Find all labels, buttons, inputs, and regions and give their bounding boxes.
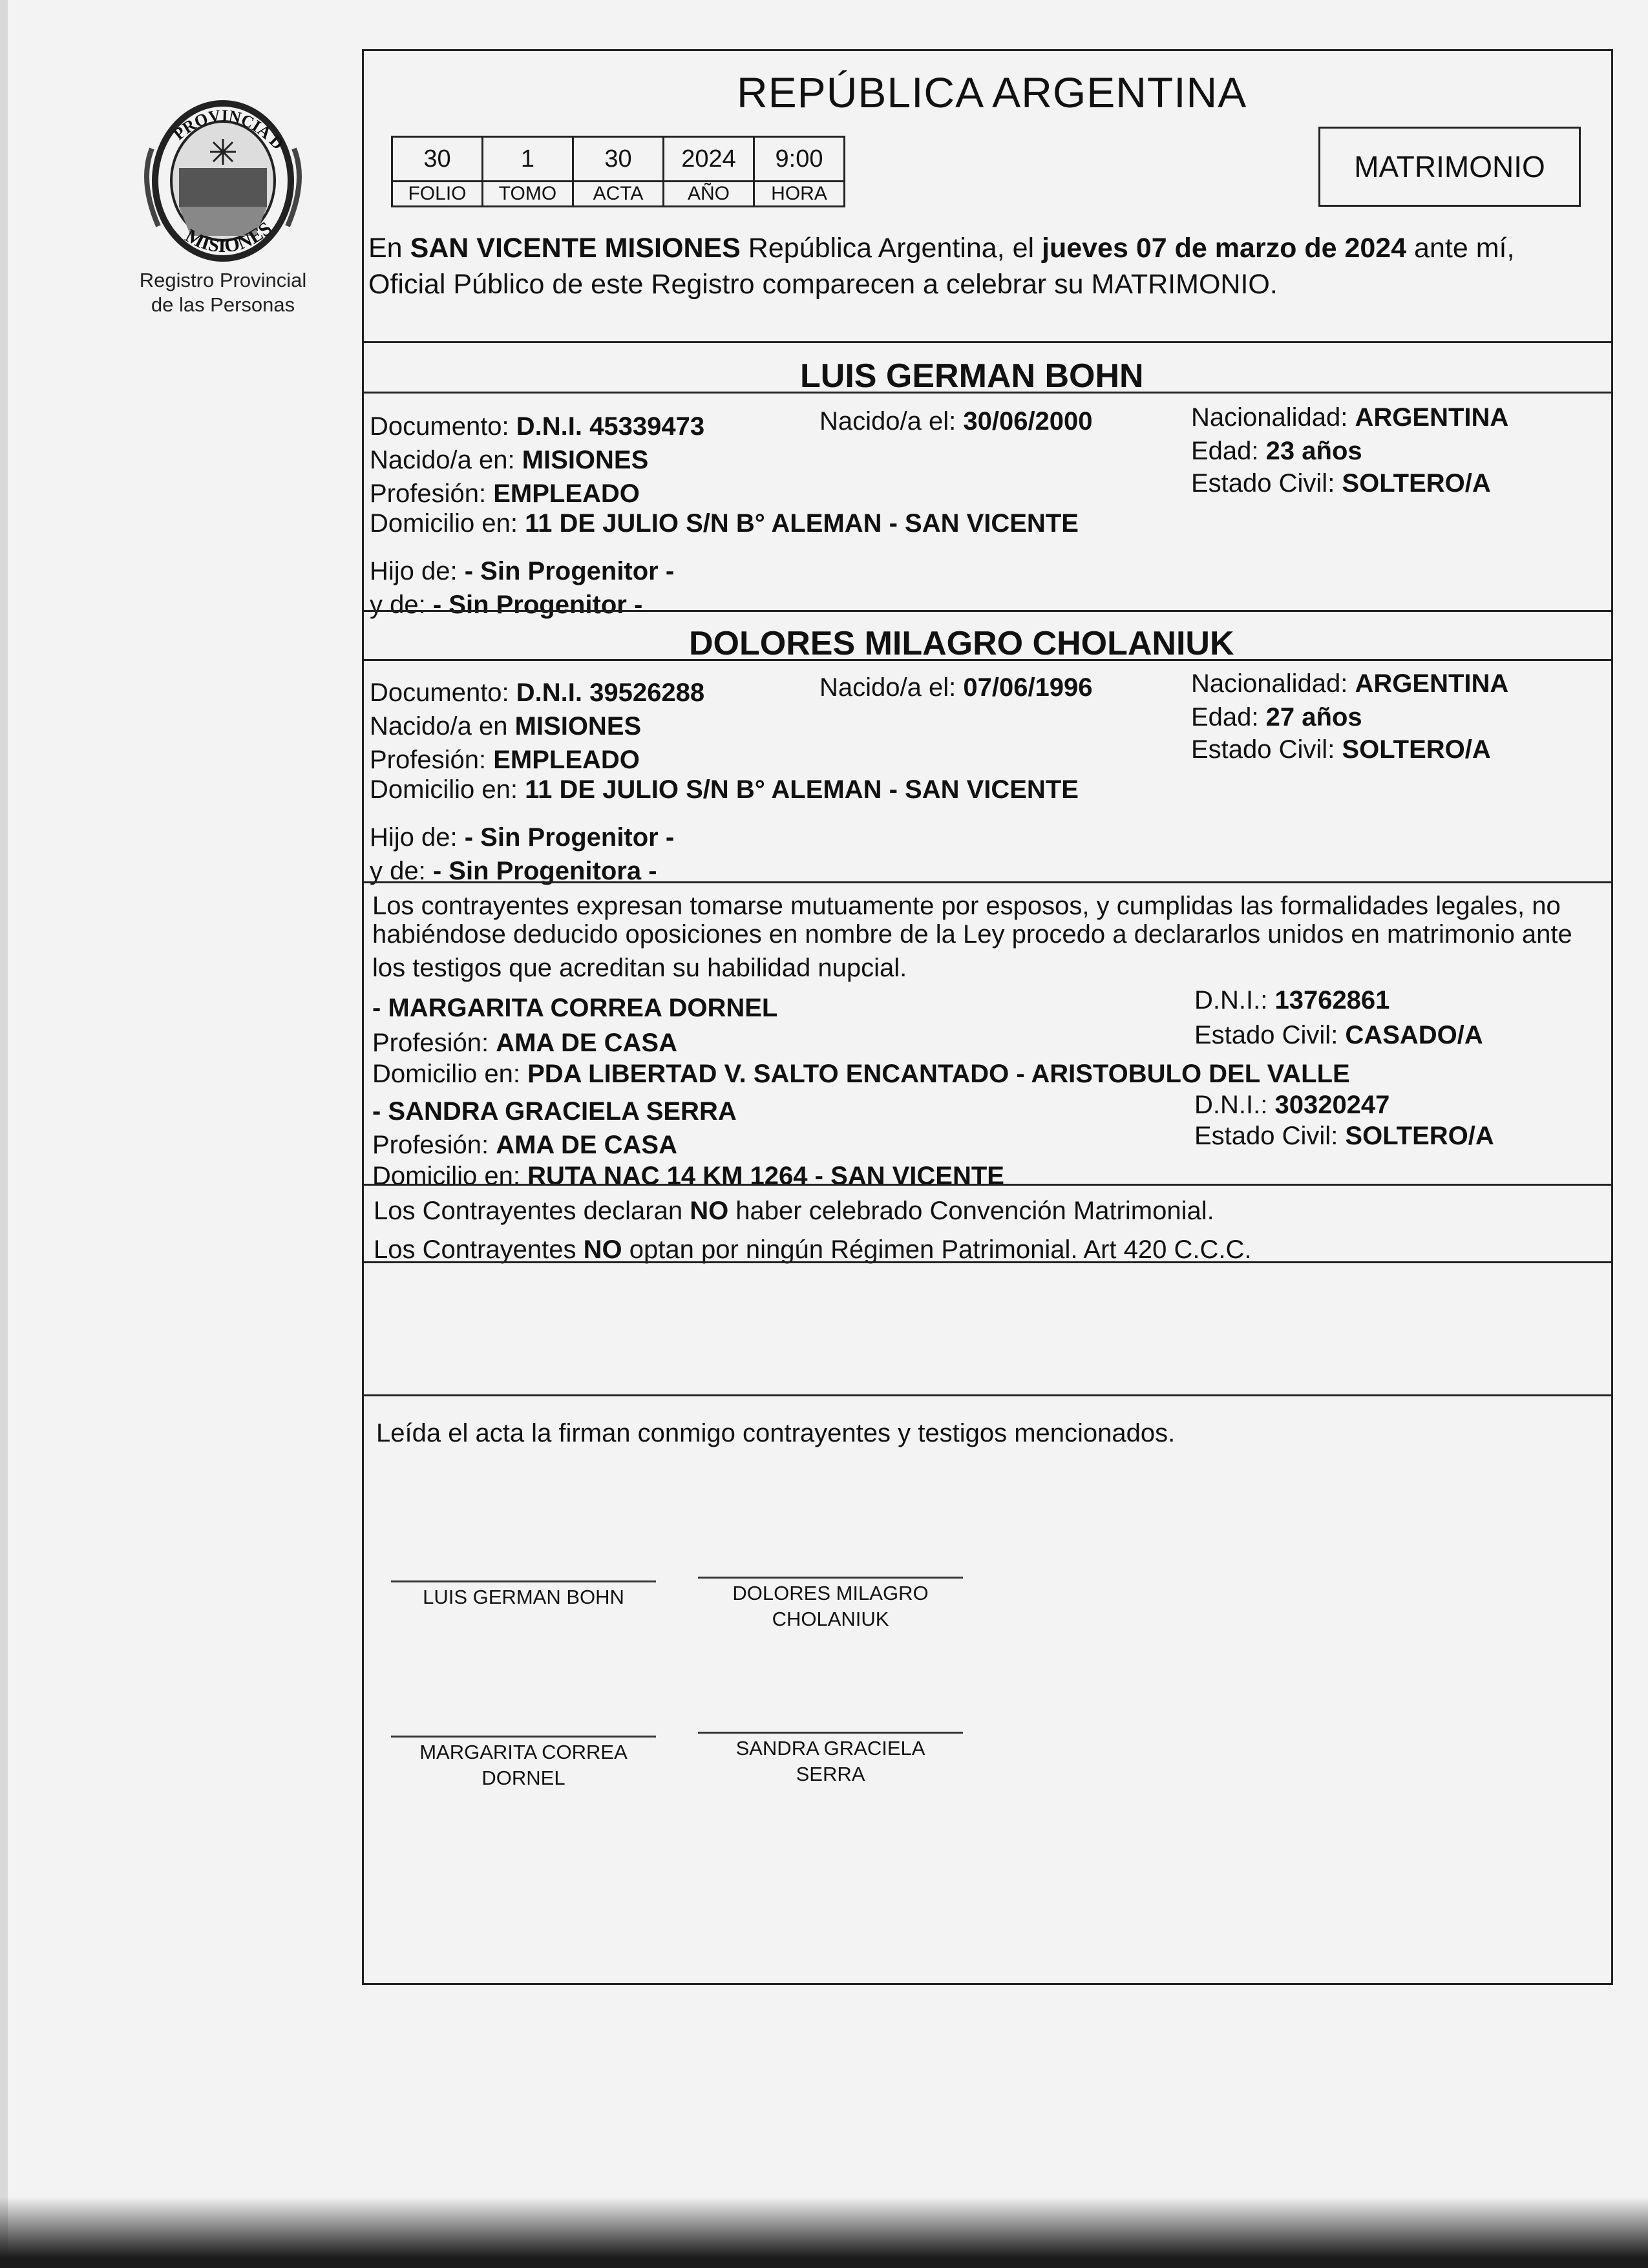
- signature-name-4: [698, 1736, 963, 1787]
- label: Edad:: [1191, 703, 1266, 731]
- label: Nacido/a el:: [819, 407, 964, 436]
- provincial-seal: [139, 90, 307, 271]
- divider: [362, 341, 1613, 343]
- text: haber celebrado Convención Matrimonial.: [728, 1197, 1214, 1225]
- witness1-dni: [1194, 982, 1389, 1018]
- intro-end: ante mí,: [1406, 233, 1515, 264]
- signature-line-3: [391, 1736, 656, 1738]
- party1-name: LUIS GERMAN BOHN: [800, 357, 1144, 395]
- value: 11 DE JULIO S/N B° ALEMAN - SAN VICENTE: [525, 775, 1079, 804]
- label: Domicilio en:: [372, 1162, 528, 1190]
- folio-value: 30: [392, 137, 483, 182]
- label: Domicilio en:: [370, 775, 525, 804]
- scan-shadow-bottom: [0, 2197, 1648, 2268]
- value: 13762861: [1274, 986, 1390, 1014]
- divider: [362, 659, 1613, 661]
- text: Los Contrayentes: [374, 1235, 584, 1264]
- signature-label: CHOLANIUK: [772, 1608, 889, 1630]
- tomo-label: TOMO: [483, 182, 573, 207]
- intro-place: SAN VICENTE MISIONES: [410, 233, 741, 264]
- intro-middle: República Argentina, el: [740, 233, 1042, 264]
- value: EMPLEADO: [493, 479, 640, 508]
- value: CASADO/A: [1345, 1021, 1483, 1049]
- party1-born-in: [370, 442, 648, 478]
- signature-label: LUIS GERMAN BOHN: [423, 1586, 624, 1608]
- value: ARGENTINA: [1355, 669, 1509, 698]
- party1-address: [370, 505, 1079, 541]
- label: Hijo de:: [370, 557, 465, 585]
- party2-address: [370, 772, 1079, 808]
- signature-line-4: [698, 1732, 963, 1734]
- ano-value: 2024: [664, 137, 754, 182]
- divider: [362, 1184, 1613, 1186]
- value: - Sin Progenitora -: [432, 857, 657, 885]
- value: - Sin Progenitor -: [432, 591, 643, 619]
- record-number-table: [391, 136, 845, 207]
- label: D.N.I.:: [1194, 986, 1275, 1014]
- witness2-civil-status: [1194, 1118, 1494, 1154]
- label: Hijo de:: [370, 823, 465, 852]
- value: 27 años: [1265, 703, 1362, 731]
- signature-name-2: [698, 1580, 963, 1632]
- signature-name-3: [391, 1739, 656, 1791]
- label: Estado Civil:: [1194, 1021, 1346, 1049]
- seal-caption-line1: Registro Provincial: [139, 269, 307, 291]
- witness1-name: - MARGARITA CORREA DORNEL: [372, 994, 778, 1022]
- party2-born-on: [819, 669, 1093, 706]
- value: ARGENTINA: [1355, 403, 1509, 432]
- party1-and-of: [370, 587, 642, 623]
- witness1-civil-status: [1194, 1017, 1483, 1053]
- party1-child-of: [370, 553, 674, 589]
- signature-label: SERRA: [796, 1763, 865, 1785]
- emphasis: NO: [690, 1197, 729, 1225]
- divider: [362, 1261, 1613, 1263]
- party1-age: [1191, 433, 1362, 469]
- party2-age: [1191, 699, 1362, 735]
- hora-value: 9:00: [754, 137, 845, 182]
- signature-line-2: [698, 1577, 963, 1579]
- signature-label: MARGARITA CORREA: [419, 1741, 628, 1763]
- divider: [362, 392, 1613, 394]
- party2-born-in: [370, 708, 641, 744]
- label: Documento:: [370, 412, 516, 441]
- acta-value: 30: [573, 137, 664, 182]
- party2-nationality: [1191, 666, 1508, 702]
- value: D.N.I. 39526288: [516, 678, 705, 707]
- value: AMA DE CASA: [496, 1029, 677, 1057]
- acta-label: ACTA: [573, 182, 664, 207]
- signature-line-1: [391, 1580, 656, 1582]
- signature-label: DORNEL: [481, 1767, 565, 1789]
- intro-en: En: [368, 233, 403, 264]
- label: Nacido/a en:: [370, 446, 522, 474]
- party2-child-of: [370, 819, 674, 856]
- value: D.N.I. 45339473: [516, 412, 705, 441]
- folio-label: FOLIO: [392, 182, 483, 207]
- witness2-address: [372, 1158, 1004, 1194]
- scan-shadow-left: [0, 0, 8, 2268]
- record-kind-box: [1318, 127, 1581, 207]
- value: 30320247: [1274, 1091, 1390, 1119]
- value: 30/06/2000: [963, 407, 1093, 436]
- value: - Sin Progenitor -: [464, 823, 675, 852]
- value: 07/06/1996: [963, 673, 1093, 702]
- ano-label: AÑO: [664, 182, 754, 207]
- intro-line2: Oficial Público de este Registro comparecen a celebrar su MATRIMONIO.: [368, 269, 1278, 300]
- label: Documento:: [370, 678, 516, 707]
- text: optan por ningún Régimen Patrimonial. Art 420 C.C.C.: [622, 1235, 1252, 1264]
- label: Estado Civil:: [1194, 1122, 1346, 1150]
- value: EMPLEADO: [493, 746, 640, 774]
- value: MISIONES: [514, 712, 642, 740]
- party1-born-on: [819, 403, 1093, 439]
- hora-label: HORA: [754, 182, 845, 207]
- label: Nacionalidad:: [1191, 403, 1355, 432]
- value: RUTA NAC 14 KM 1264 - SAN VICENTE: [527, 1162, 1004, 1190]
- page-title: REPÚBLICA ARGENTINA: [737, 68, 1247, 116]
- seal-caption-line2: de las Personas: [151, 293, 295, 316]
- divider: [362, 1394, 1613, 1396]
- label: Nacido/a el:: [819, 673, 964, 702]
- declaration-line1: Los contrayentes expresan tomarse mutuamente por esposos, y cumplidas las formalidades legales, no: [372, 892, 1561, 920]
- regime-line1: [374, 1193, 1214, 1229]
- label: Estado Civil:: [1191, 735, 1342, 764]
- seal-caption: [103, 268, 343, 317]
- seal-top-text: PROVINCIA D: [169, 106, 288, 154]
- witness2-name: - SANDRA GRACIELA SERRA: [372, 1097, 737, 1126]
- party2-civil-status: [1191, 731, 1491, 768]
- value: 23 años: [1265, 437, 1362, 465]
- label: Profesión:: [370, 746, 494, 774]
- value: AMA DE CASA: [496, 1131, 677, 1159]
- label: Profesión:: [372, 1131, 496, 1159]
- label: D.N.I.:: [1194, 1091, 1275, 1119]
- value: SOLTERO/A: [1345, 1122, 1494, 1150]
- signature-label: SANDRA GRACIELA: [735, 1737, 925, 1759]
- party2-name: DOLORES MILAGRO CHOLANIUK: [689, 625, 1234, 662]
- label: Profesión:: [372, 1029, 496, 1057]
- label: y de:: [370, 591, 433, 619]
- intro-date: jueves 07 de marzo de 2024: [1042, 233, 1407, 264]
- label: Nacionalidad:: [1191, 669, 1355, 698]
- party2-document: [370, 675, 704, 711]
- party1-nationality: [1191, 399, 1508, 436]
- divider: [362, 610, 1613, 612]
- label: Nacido/a en: [370, 712, 515, 740]
- value: - Sin Progenitor -: [464, 557, 675, 585]
- intro-line1: [368, 230, 1514, 266]
- party1-civil-status: [1191, 465, 1491, 501]
- declaration-line3: los testigos que acreditan su habilidad nupcial.: [372, 954, 907, 982]
- tomo-value: 1: [483, 137, 573, 182]
- signature-name-1: [391, 1584, 656, 1610]
- misiones-seal-emblem: [139, 90, 307, 271]
- label: Profesión:: [370, 479, 494, 508]
- emphasis: NO: [583, 1235, 622, 1264]
- label: Edad:: [1191, 437, 1266, 465]
- text: Los Contrayentes declaran: [374, 1197, 690, 1225]
- party1-document: [370, 408, 704, 445]
- value: PDA LIBERTAD V. SALTO ENCANTADO - ARISTOBULO DEL VALLE: [527, 1060, 1350, 1088]
- value: 11 DE JULIO S/N B° ALEMAN - SAN VICENTE: [525, 509, 1079, 538]
- value: SOLTERO/A: [1342, 735, 1491, 764]
- declaration-line2: habiéndose deducido oposiciones en nombre de la Ley procedo a declararlos unidos en matrimonio ante: [372, 920, 1572, 949]
- closing-statement: Leída el acta la firman conmigo contrayentes y testigos mencionados.: [376, 1419, 1176, 1447]
- label: y de:: [370, 857, 433, 885]
- label: Estado Civil:: [1191, 469, 1342, 498]
- value: SOLTERO/A: [1342, 469, 1491, 498]
- label: Domicilio en:: [372, 1060, 528, 1088]
- value: MISIONES: [522, 446, 649, 474]
- divider: [362, 881, 1613, 883]
- label: Domicilio en:: [370, 509, 525, 538]
- party2-and-of: [370, 853, 657, 889]
- seal-bottom-text: MISIONES: [182, 217, 276, 257]
- signature-label: DOLORES MILAGRO: [732, 1582, 929, 1604]
- record-kind: MATRIMONIO: [1354, 150, 1545, 184]
